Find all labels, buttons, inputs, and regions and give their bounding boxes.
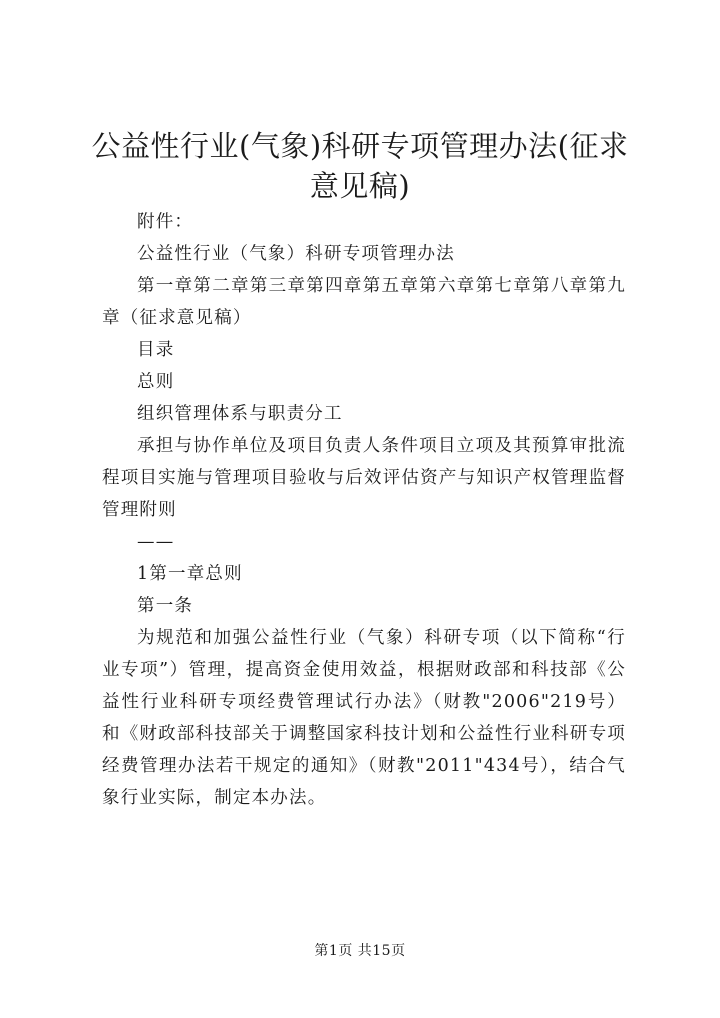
page-footer: 第1页 共15页 <box>314 943 406 959</box>
attachment-label: 附件： <box>137 212 194 232</box>
document-body <box>102 206 626 814</box>
toc-item-general: 总则 <box>137 372 175 392</box>
toc-item-organization: 组织管理体系与职责分工 <box>137 404 343 424</box>
subtitle: 公益性行业（气象）科研专项管理办法 <box>137 244 455 264</box>
toc-item-list: 承担与协作单位及项目负责人条件项目立项及其预算审批流程项目实施与管理项目验收与后效评估资产与知识产权管理监督管理附则 <box>102 436 626 520</box>
article-one-text: 为规范和加强公益性行业（气象）科研专项（以下简称“行业专项”）管理，提高资金使用效益，根据财政部和科技部《公益性行业科研专项经费管理试行办法》（财教"2006"219号）和《财政部科技部关于调整国家科技计划和公益性行业科研专项经费管理办法若干规定的通知》（财教"2011"434号），结合气象行业实际，制定本办法。 <box>102 628 626 808</box>
separator-dash: —— <box>137 532 175 552</box>
chapter-one-heading: 1第一章总则 <box>137 564 243 584</box>
article-one-heading: 第一条 <box>137 596 194 616</box>
toc-heading: 目录 <box>137 340 175 360</box>
document-title: 公益性行业(气象)科研专项管理办法(征求意见稿) <box>91 129 629 203</box>
chapter-list: 第一章第二章第三章第四章第五章第六章第七章第八章第九章（征求意见稿） <box>102 276 626 328</box>
